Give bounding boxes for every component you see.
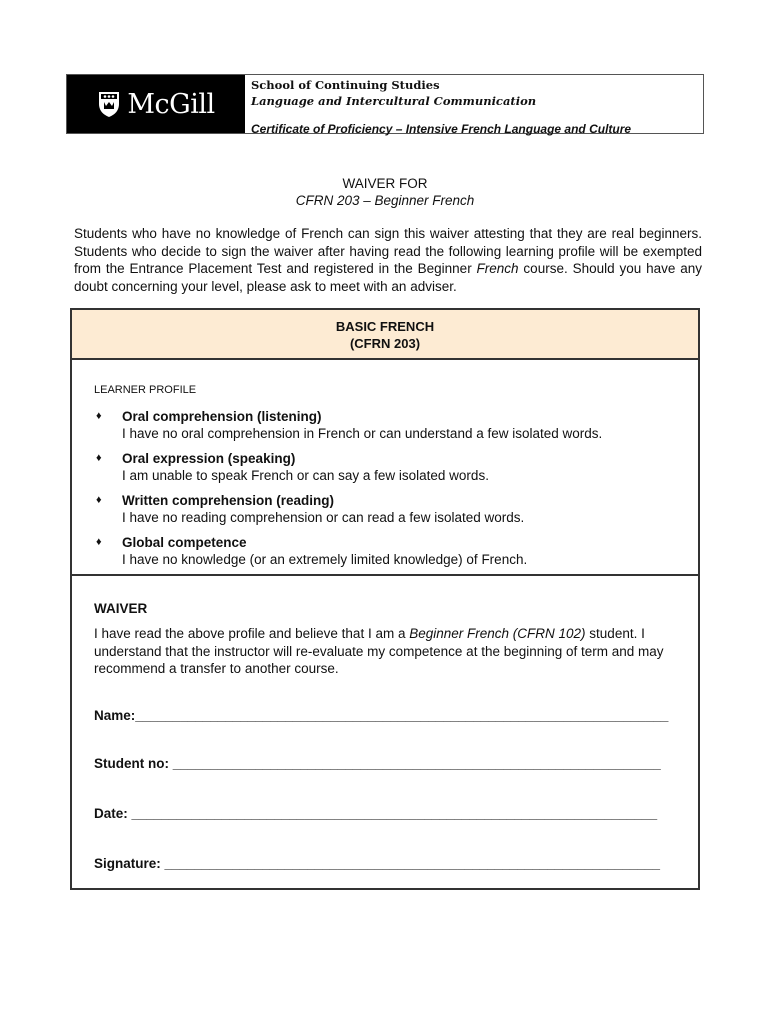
intro-paragraph <box>74 225 702 295</box>
list-item <box>94 450 674 484</box>
date-field[interactable]: Date: ______________________________________________________________________ <box>94 806 658 821</box>
logo-text: McGill <box>127 88 215 120</box>
list-item <box>94 492 674 526</box>
name-field[interactable]: Name:_______________________________________________________________________ <box>94 708 669 723</box>
item-title: Written comprehension (reading) <box>122 493 335 508</box>
header-info <box>245 75 703 136</box>
item-desc: I have no knowledge (or an extremely limited knowledge) of French. <box>122 552 528 567</box>
item-title: Oral comprehension (listening) <box>122 409 322 424</box>
item-title: Oral expression (speaking) <box>122 451 296 466</box>
course-title: CFRN 203 – Beginner French <box>295 193 475 208</box>
profile-list <box>94 408 674 576</box>
item-desc: I am unable to speak French or can say a few isolated words. <box>122 468 489 483</box>
section-divider <box>72 574 698 576</box>
waiver-title: WAIVER FOR <box>342 176 428 191</box>
diamond-bullet-icon: ♦ <box>96 410 102 422</box>
waiver-heading: WAIVER <box>94 601 148 616</box>
item-desc: I have no reading comprehension or can read a few isolated words. <box>122 510 525 525</box>
mcgill-logo <box>67 75 245 133</box>
certificate-name: Certificate of Proficiency – Intensive French Language and Culture <box>251 122 632 136</box>
department-name: Language and Intercultural Communication <box>251 94 537 108</box>
waiver-text <box>94 625 674 678</box>
diamond-bullet-icon: ♦ <box>96 452 102 464</box>
intro-text-1: Students who have no knowledge of French can sign this waiver attesting that they are real beginners. Students who decide to sign the waiver after having read the following learning profile will be exempted from the Entrance Placement Test and registered in the Beginner <box>74 226 702 276</box>
box-heading-line1: BASIC FRENCH <box>335 319 435 334</box>
item-title: Global competence <box>122 535 247 550</box>
waiver-text-1: I have read the above profile and believe that I am a <box>94 626 410 641</box>
box-heading <box>72 310 698 360</box>
mcgill-shield-icon <box>97 90 121 118</box>
school-name: School of Continuing Studies <box>251 78 440 92</box>
list-item <box>94 534 674 568</box>
intro-text-italic: French <box>476 261 519 276</box>
document-header <box>66 74 704 134</box>
box-heading-line2: (CFRN 203) <box>349 336 421 351</box>
waiver-text-2: student. I understand that the instructor will re-evaluate my competence at the beginning of term and may recommend a transfer to another course. <box>94 626 664 676</box>
waiver-text-italic: Beginner French (CFRN 102) <box>409 626 586 641</box>
list-item <box>94 408 674 442</box>
item-desc: I have no oral comprehension in French or can understand a few isolated words. <box>122 426 603 441</box>
profile-box <box>70 308 700 890</box>
student-no-field[interactable]: Student no: _________________________________________________________________ <box>94 756 661 771</box>
diamond-bullet-icon: ♦ <box>96 494 102 506</box>
learner-profile-label: LEARNER PROFILE <box>94 384 197 396</box>
signature-field[interactable]: Signature: __________________________________________________________________ <box>94 856 661 871</box>
diamond-bullet-icon: ♦ <box>96 536 102 548</box>
intro-text-2: course. Should you have any doubt concerning your level, please ask to meet with an adviser. <box>74 261 702 294</box>
